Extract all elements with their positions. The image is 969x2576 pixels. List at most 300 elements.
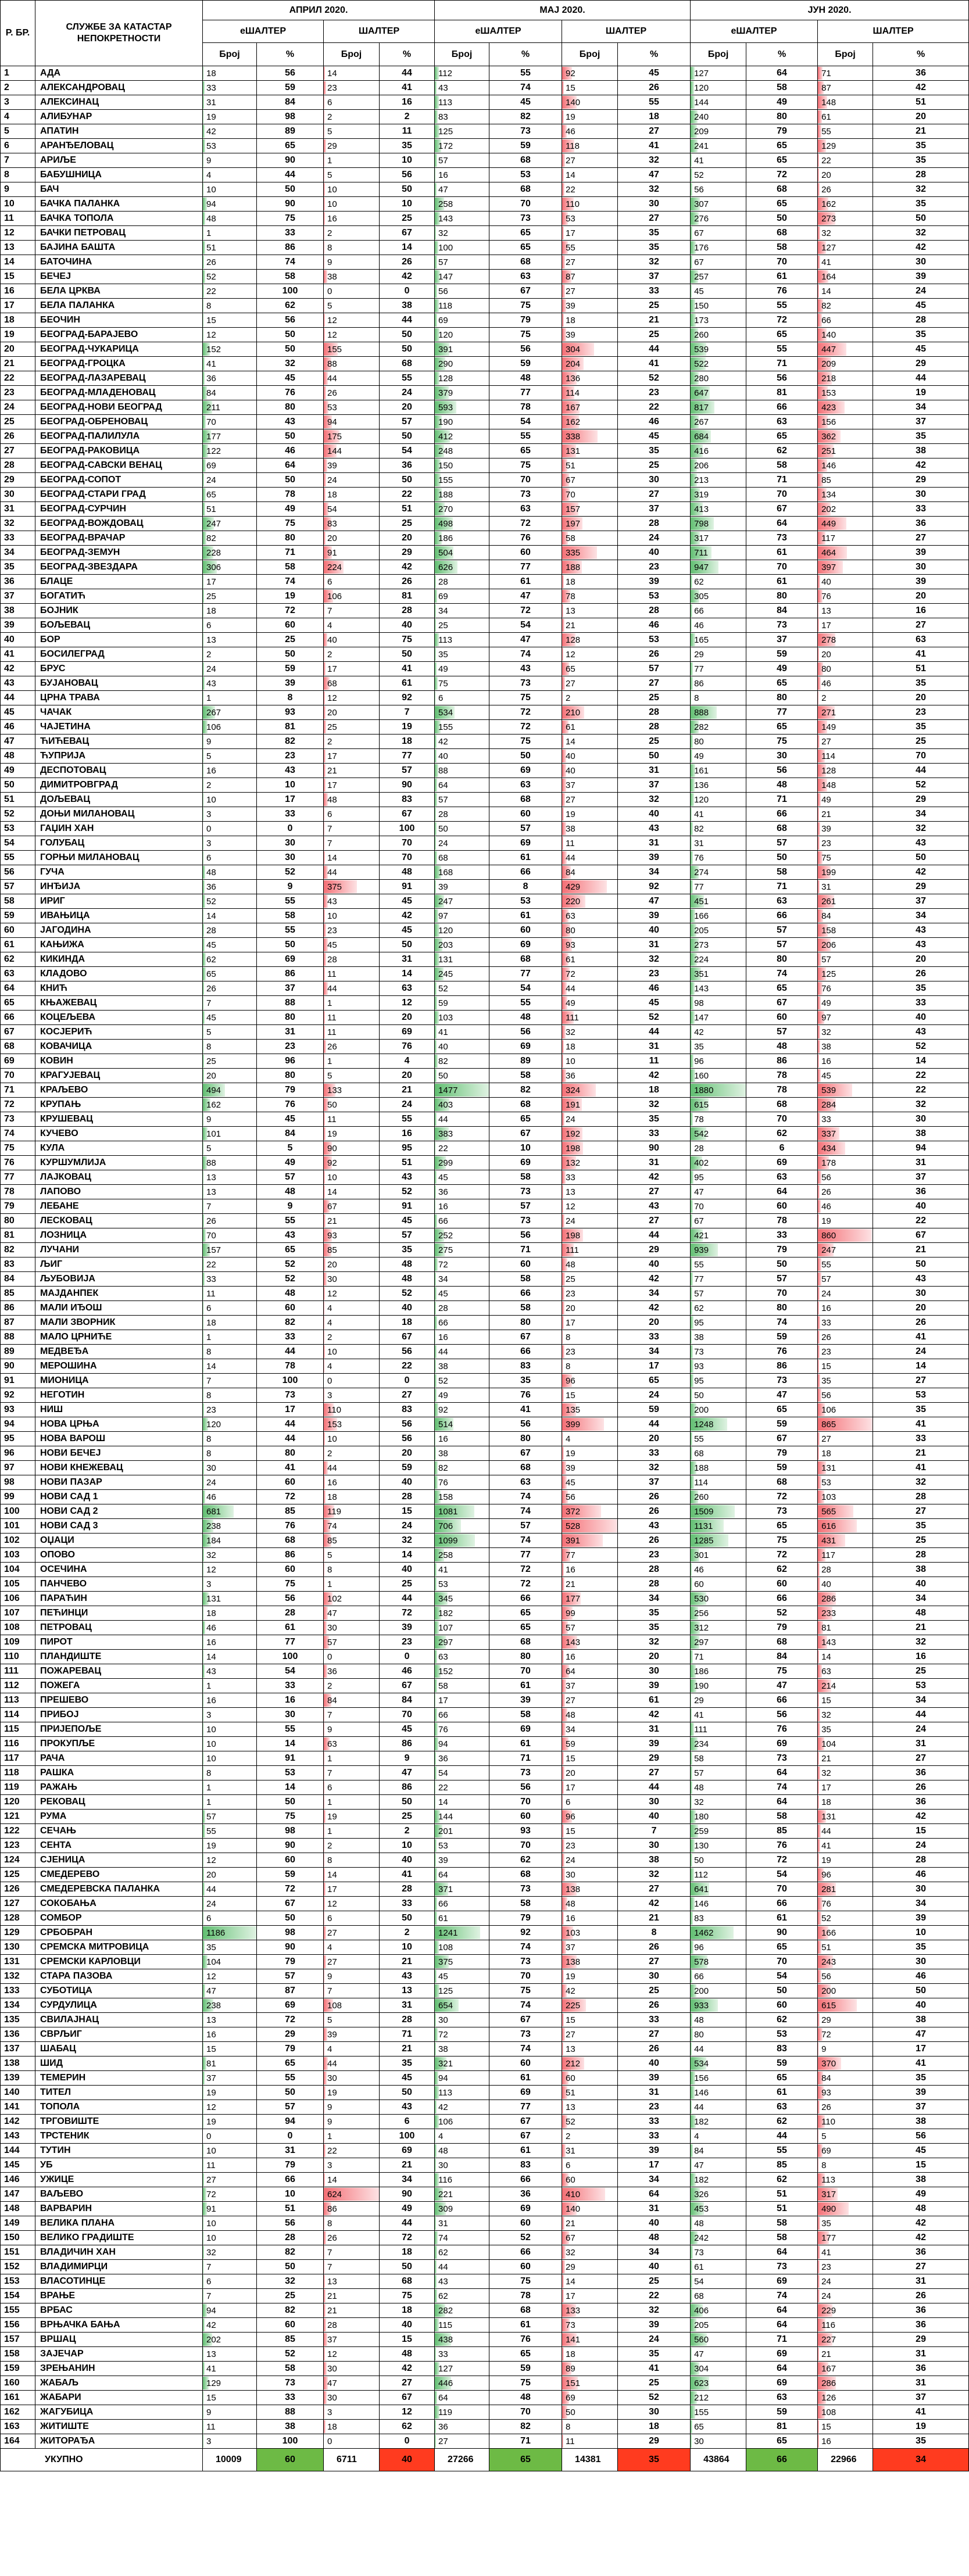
cell-value: 12 bbox=[206, 329, 216, 340]
cell-row-number: 55 bbox=[1, 851, 35, 865]
cell-june-s-count bbox=[818, 1577, 873, 1592]
cell-june-e-count bbox=[691, 575, 746, 589]
cell-row-number: 19 bbox=[1, 328, 35, 342]
cell-june-s-pct: 37 bbox=[873, 2391, 969, 2405]
cell-value: 20 bbox=[327, 1259, 337, 1270]
cell-april-s-count bbox=[324, 923, 380, 938]
cell-may-s-count bbox=[562, 1926, 618, 1940]
cell-value: 128 bbox=[566, 635, 581, 645]
cell-may-s-pct: 35 bbox=[618, 2347, 691, 2362]
cell-may-s-count bbox=[562, 2027, 618, 2042]
cell-value: 55 bbox=[821, 126, 831, 137]
cell-value: 8 bbox=[206, 1448, 212, 1459]
cell-may-s-pct: 31 bbox=[618, 2202, 691, 2216]
cell-value: 1 bbox=[327, 1826, 332, 1836]
table-row bbox=[1, 1417, 969, 1432]
cell-june-e-count bbox=[691, 458, 746, 473]
cell-april-s-count bbox=[324, 647, 380, 662]
cell-april-s-pct: 24 bbox=[380, 1519, 435, 1534]
cell-value: 84 bbox=[821, 2073, 831, 2083]
cell-value: 20 bbox=[206, 1869, 216, 1880]
cell-april-s-pct: 86 bbox=[380, 1780, 435, 1795]
cell-june-s-pct: 43 bbox=[873, 923, 969, 938]
cell-row-number: 134 bbox=[1, 1998, 35, 2013]
cell-value: 186 bbox=[694, 1666, 709, 1676]
cell-value: 2 bbox=[566, 693, 571, 703]
cell-may-e-pct: 60 bbox=[489, 1810, 562, 1824]
cell-june-s-count bbox=[818, 1301, 873, 1316]
cell-april-e-pct: 89 bbox=[257, 124, 324, 139]
cell-may-s-pct: 32 bbox=[618, 1868, 691, 1882]
cell-april-e-count bbox=[203, 1475, 257, 1490]
cell-value: 77 bbox=[694, 1274, 704, 1284]
table-row bbox=[1, 1708, 969, 1722]
cell-value: 27 bbox=[821, 1434, 831, 1444]
cell-value: 28 bbox=[206, 925, 216, 936]
cell-april-s-count bbox=[324, 1475, 380, 1490]
table-row bbox=[1, 1287, 969, 1301]
cell-may-s-pct: 29 bbox=[618, 2434, 691, 2449]
cell-may-s-count bbox=[562, 1011, 618, 1025]
cell-value: 10 bbox=[206, 2218, 216, 2229]
cell-value: 90 bbox=[327, 1143, 337, 1153]
cell-may-e-count bbox=[435, 764, 489, 778]
cell-april-e-pct: 72 bbox=[257, 1882, 324, 1897]
cell-june-e-count bbox=[691, 270, 746, 284]
table-row bbox=[1, 2303, 969, 2318]
cell-may-e-count bbox=[435, 691, 489, 705]
cell-april-s-count bbox=[324, 2231, 380, 2245]
cell-value: 35 bbox=[821, 2218, 831, 2229]
cell-may-e-count bbox=[435, 1083, 489, 1098]
cell-june-e-count bbox=[691, 241, 746, 255]
cell-service-name: КРАГУЈЕВАЦ bbox=[35, 1069, 203, 1083]
cell-value: 45 bbox=[694, 286, 704, 296]
cell-value: 14 bbox=[327, 68, 337, 78]
cell-april-e-pct: 78 bbox=[257, 488, 324, 502]
cell-value: 578 bbox=[694, 1957, 709, 1967]
cell-may-s-pct: 50 bbox=[618, 749, 691, 764]
cell-june-s-pct: 26 bbox=[873, 1316, 969, 1330]
cell-value: 52 bbox=[438, 983, 448, 994]
data-bar bbox=[818, 1069, 821, 1082]
cell-value: 144 bbox=[694, 97, 709, 108]
data-bar bbox=[435, 1055, 438, 1067]
cell-value: 1 bbox=[327, 155, 332, 166]
cell-april-e-pct: 25 bbox=[257, 2289, 324, 2303]
cell-value: 434 bbox=[821, 1143, 836, 1153]
cell-april-e-count bbox=[203, 429, 257, 444]
cell-service-name: ГУЧА bbox=[35, 865, 203, 880]
cell-april-e-count bbox=[203, 342, 257, 357]
cell-april-s-pct: 70 bbox=[380, 851, 435, 865]
cell-may-s-pct: 35 bbox=[618, 241, 691, 255]
cell-row-number: 33 bbox=[1, 531, 35, 546]
cell-june-s-count bbox=[818, 1490, 873, 1504]
cell-april-e-count bbox=[203, 938, 257, 952]
cell-value: 3 bbox=[327, 2160, 332, 2170]
table-row bbox=[1, 662, 969, 676]
cell-value: 76 bbox=[438, 1477, 448, 1488]
cell-june-s-pct: 29 bbox=[873, 2333, 969, 2347]
cell-april-e-pct: 44 bbox=[257, 1432, 324, 1446]
table-row bbox=[1, 1824, 969, 1839]
cell-may-s-count bbox=[562, 1156, 618, 1170]
cell-june-s-pct: 15 bbox=[873, 1824, 969, 1839]
cell-may-s-count bbox=[562, 807, 618, 822]
cell-value: 10 bbox=[327, 1346, 337, 1357]
cell-april-e-pct: 56 bbox=[257, 2216, 324, 2231]
cell-value: 59 bbox=[566, 1739, 575, 1749]
cell-service-name: СВРЉИГ bbox=[35, 2027, 203, 2042]
cell-may-s-pct: 27 bbox=[618, 1955, 691, 1969]
cell-june-s-count bbox=[818, 1504, 873, 1519]
cell-april-s-count bbox=[324, 618, 380, 633]
cell-value: 1285 bbox=[694, 1535, 714, 1546]
cell-row-number: 16 bbox=[1, 284, 35, 299]
cell-value: 76 bbox=[821, 983, 831, 994]
cell-service-name: ЦРНА ТРАВА bbox=[35, 691, 203, 705]
cell-value: 116 bbox=[438, 2174, 452, 2185]
cell-may-e-count bbox=[435, 197, 489, 212]
cell-value: 71 bbox=[694, 1651, 704, 1662]
cell-june-e-count bbox=[691, 502, 746, 517]
cell-value: 43 bbox=[206, 678, 216, 689]
cell-june-s-count bbox=[818, 1534, 873, 1548]
total-june-s-count: 22966 bbox=[818, 2449, 873, 2471]
cell-value: 134 bbox=[821, 489, 836, 500]
cell-june-e-pct: 77 bbox=[746, 705, 818, 720]
cell-june-s-pct: 26 bbox=[873, 967, 969, 981]
cell-value: 106 bbox=[327, 591, 342, 601]
cell-value: 8 bbox=[566, 1332, 571, 1342]
cell-april-s-pct: 51 bbox=[380, 1156, 435, 1170]
cell-june-s-count bbox=[818, 357, 873, 371]
cell-value: 15 bbox=[566, 2015, 575, 2025]
cell-april-e-count bbox=[203, 1025, 257, 1040]
cell-april-e-pct: 82 bbox=[257, 735, 324, 749]
cell-value: 37 bbox=[566, 1942, 575, 1952]
cell-may-e-pct: 73 bbox=[489, 212, 562, 226]
cell-may-s-pct: 34 bbox=[618, 2245, 691, 2260]
cell-value: 260 bbox=[694, 329, 709, 340]
cell-value: 403 bbox=[438, 1099, 453, 1110]
cell-may-e-count bbox=[435, 429, 489, 444]
cell-june-s-pct: 36 bbox=[873, 2318, 969, 2333]
cell-value: 39 bbox=[327, 460, 337, 471]
cell-value: 24 bbox=[327, 475, 337, 485]
cell-june-e-pct: 79 bbox=[746, 1446, 818, 1461]
cell-value: 8 bbox=[206, 1346, 212, 1357]
cell-june-s-count bbox=[818, 952, 873, 967]
data-bar bbox=[435, 590, 437, 603]
cell-value: 46 bbox=[206, 1622, 216, 1633]
cell-june-e-count bbox=[691, 2056, 746, 2071]
cell-june-s-count bbox=[818, 429, 873, 444]
data-bar bbox=[691, 1563, 692, 1576]
cell-june-s-pct: 24 bbox=[873, 1345, 969, 1359]
cell-may-e-pct: 69 bbox=[489, 1156, 562, 1170]
cell-value: 108 bbox=[821, 2407, 836, 2417]
cell-value: 114 bbox=[566, 388, 580, 398]
cell-may-s-count bbox=[562, 2289, 618, 2303]
cell-april-s-count bbox=[324, 1432, 380, 1446]
cell-may-e-pct: 65 bbox=[489, 1606, 562, 1621]
cell-row-number: 24 bbox=[1, 400, 35, 415]
cell-june-e-count bbox=[691, 618, 746, 633]
cell-june-s-pct: 35 bbox=[873, 1519, 969, 1534]
cell-june-s-count bbox=[818, 647, 873, 662]
data-bar bbox=[203, 459, 206, 472]
cell-april-s-pct: 51 bbox=[380, 502, 435, 517]
cell-june-s-pct: 30 bbox=[873, 488, 969, 502]
cell-may-s-count bbox=[562, 1984, 618, 1998]
cell-april-e-pct: 8 bbox=[257, 691, 324, 705]
cell-value: 261 bbox=[821, 896, 836, 907]
cell-value: 9 bbox=[206, 155, 212, 166]
cell-june-s-count bbox=[818, 2187, 873, 2202]
cell-june-s-pct: 35 bbox=[873, 1940, 969, 1955]
cell-may-e-pct: 69 bbox=[489, 1040, 562, 1054]
cell-value: 48 bbox=[206, 867, 216, 877]
cell-value: 69 bbox=[566, 2392, 575, 2403]
cell-june-e-pct: 70 bbox=[746, 1112, 818, 1127]
data-bar bbox=[818, 997, 821, 1009]
cell-value: 12 bbox=[327, 1898, 337, 1909]
cell-value: 12 bbox=[327, 2349, 337, 2359]
cell-may-e-pct: 66 bbox=[489, 2245, 562, 2260]
cell-value: 242 bbox=[694, 2233, 709, 2243]
table-row bbox=[1, 2071, 969, 2086]
cell-value: 50 bbox=[327, 1099, 337, 1110]
cell-value: 8 bbox=[566, 2421, 571, 2432]
cell-april-e-pct: 49 bbox=[257, 502, 324, 517]
cell-june-s-pct: 48 bbox=[873, 1606, 969, 1621]
cell-value: 410 bbox=[566, 2189, 581, 2199]
cell-value: 256 bbox=[694, 1608, 709, 1618]
cell-may-s-count bbox=[562, 705, 618, 720]
cell-may-e-count bbox=[435, 1606, 489, 1621]
data-bar bbox=[562, 1214, 564, 1227]
cell-value: 13 bbox=[566, 606, 575, 616]
cell-value: 8 bbox=[821, 2160, 827, 2170]
cell-value: 82 bbox=[438, 1463, 448, 1473]
cell-value: 60 bbox=[694, 1579, 704, 1589]
data-bar bbox=[818, 2420, 819, 2433]
cell-may-e-pct: 76 bbox=[489, 1388, 562, 1403]
table-row bbox=[1, 1185, 969, 1199]
cell-april-e-pct: 81 bbox=[257, 720, 324, 735]
cell-value: 64 bbox=[438, 2392, 448, 2403]
cell-april-e-pct: 29 bbox=[257, 2027, 324, 2042]
data-bar bbox=[818, 808, 819, 821]
cell-june-s-pct: 36 bbox=[873, 2303, 969, 2318]
cell-value: 46 bbox=[821, 678, 831, 689]
cell-june-s-pct: 28 bbox=[873, 1548, 969, 1563]
cell-value: 251 bbox=[821, 446, 836, 456]
data-bar bbox=[324, 750, 326, 762]
cell-value: 26 bbox=[821, 184, 831, 195]
cell-value: 3 bbox=[206, 838, 212, 848]
cell-value: 125 bbox=[438, 1986, 453, 1996]
cell-value: 17 bbox=[566, 1317, 575, 1328]
cell-value: 88 bbox=[206, 1158, 216, 1168]
cell-april-s-pct: 9 bbox=[380, 1751, 435, 1766]
cell-value: 44 bbox=[438, 2262, 448, 2272]
cell-value: 31 bbox=[206, 97, 216, 108]
data-bar bbox=[562, 2420, 563, 2433]
data-bar bbox=[435, 677, 438, 690]
cell-june-s-count bbox=[818, 182, 873, 197]
cell-value: 464 bbox=[821, 547, 836, 558]
cell-value: 10 bbox=[206, 1753, 216, 1764]
cell-june-e-count bbox=[691, 1359, 746, 1374]
cell-value: 9 bbox=[327, 2116, 332, 2127]
cell-may-s-count bbox=[562, 2115, 618, 2129]
cell-may-s-count bbox=[562, 749, 618, 764]
data-bar bbox=[818, 1476, 821, 1489]
cell-april-s-count bbox=[324, 1083, 380, 1098]
cell-may-s-count bbox=[562, 1330, 618, 1345]
cell-value: 16 bbox=[566, 1651, 575, 1662]
cell-value: 77 bbox=[694, 882, 704, 892]
cell-april-s-count bbox=[324, 110, 380, 124]
data-bar bbox=[691, 619, 692, 632]
cell-june-s-count bbox=[818, 1737, 873, 1751]
cell-may-s-pct: 23 bbox=[618, 2100, 691, 2115]
cell-june-e-count bbox=[691, 1345, 746, 1359]
table-body bbox=[1, 66, 969, 2449]
cell-june-s-count bbox=[818, 1374, 873, 1388]
cell-value: 94 bbox=[438, 1739, 448, 1749]
data-bar bbox=[691, 575, 692, 588]
cell-value: 4 bbox=[438, 2131, 444, 2141]
cell-value: 27 bbox=[566, 257, 575, 267]
cell-may-s-pct: 42 bbox=[618, 1301, 691, 1316]
cell-value: 21 bbox=[327, 1216, 337, 1226]
cell-row-number: 50 bbox=[1, 778, 35, 793]
table-row bbox=[1, 1432, 969, 1446]
data-bar bbox=[203, 2173, 204, 2186]
cell-value: 3 bbox=[327, 1390, 332, 1400]
cell-value: 8 bbox=[206, 1041, 212, 1052]
data-bar bbox=[691, 2144, 693, 2157]
cell-service-name: ИВАЊИЦА bbox=[35, 909, 203, 923]
cell-may-e-count bbox=[435, 1257, 489, 1272]
cell-april-s-pct: 50 bbox=[380, 1911, 435, 1926]
cell-june-e-pct: 66 bbox=[746, 400, 818, 415]
cell-april-s-pct: 67 bbox=[380, 1679, 435, 1693]
cell-may-s-pct: 21 bbox=[618, 1911, 691, 1926]
cell-june-e-count bbox=[691, 110, 746, 124]
cell-june-s-count bbox=[818, 1011, 873, 1025]
table-row bbox=[1, 2187, 969, 2202]
cell-value: 431 bbox=[821, 1535, 836, 1546]
cell-value: 198 bbox=[566, 1230, 581, 1241]
cell-june-e-count bbox=[691, 66, 746, 81]
cell-may-e-count bbox=[435, 2173, 489, 2187]
cell-service-name: ДОЉЕВАЦ bbox=[35, 793, 203, 807]
cell-value: 78 bbox=[566, 591, 575, 601]
cell-row-number: 108 bbox=[1, 1621, 35, 1635]
cell-may-e-pct: 59 bbox=[489, 357, 562, 371]
cell-april-e-count bbox=[203, 1751, 257, 1766]
cell-value: 55 bbox=[566, 242, 575, 253]
cell-may-s-count bbox=[562, 2086, 618, 2100]
cell-value: 1241 bbox=[438, 1927, 458, 1938]
cell-service-name: БЕОГРАД-ГРОЦКА bbox=[35, 357, 203, 371]
data-bar bbox=[691, 808, 692, 821]
cell-april-s-pct: 45 bbox=[380, 894, 435, 909]
cell-value: 104 bbox=[821, 1739, 836, 1749]
cell-june-s-count bbox=[818, 2274, 873, 2289]
cell-may-e-pct: 66 bbox=[489, 2173, 562, 2187]
cell-june-e-count bbox=[691, 676, 746, 691]
cell-june-e-count bbox=[691, 1504, 746, 1519]
cell-june-e-count bbox=[691, 1810, 746, 1824]
cell-april-e-count bbox=[203, 1519, 257, 1534]
cell-may-e-pct: 74 bbox=[489, 1940, 562, 1955]
cell-april-s-count bbox=[324, 676, 380, 691]
cell-april-s-count bbox=[324, 1868, 380, 1882]
table-row bbox=[1, 1650, 969, 1664]
cell-value: 12 bbox=[327, 315, 337, 325]
cell-april-e-pct: 66 bbox=[257, 2173, 324, 2187]
cell-june-e-pct: 67 bbox=[746, 1432, 818, 1446]
cell-june-e-pct: 65 bbox=[746, 328, 818, 342]
cell-april-e-pct: 62 bbox=[257, 299, 324, 313]
cell-april-s-count bbox=[324, 1156, 380, 1170]
cell-june-e-pct: 69 bbox=[746, 2376, 818, 2391]
cell-row-number: 73 bbox=[1, 1112, 35, 1127]
cell-april-e-count bbox=[203, 444, 257, 458]
data-bar bbox=[435, 2043, 436, 2055]
cell-june-s-count bbox=[818, 923, 873, 938]
cell-june-e-count bbox=[691, 153, 746, 168]
cell-april-s-pct: 35 bbox=[380, 1243, 435, 1257]
cell-may-s-pct: 23 bbox=[618, 967, 691, 981]
cell-may-s-pct: 26 bbox=[618, 81, 691, 95]
cell-june-s-count bbox=[818, 1795, 873, 1810]
cell-june-s-count bbox=[818, 1141, 873, 1156]
cell-row-number: 7 bbox=[1, 153, 35, 168]
cell-june-s-count bbox=[818, 2245, 873, 2260]
cell-may-s-pct: 26 bbox=[618, 1940, 691, 1955]
cell-value: 209 bbox=[694, 126, 709, 137]
cell-may-e-pct: 76 bbox=[489, 531, 562, 546]
cell-may-e-pct: 74 bbox=[489, 1490, 562, 1504]
table-row bbox=[1, 865, 969, 880]
cell-april-s-count bbox=[324, 1955, 380, 1969]
table-row bbox=[1, 371, 969, 386]
cell-value: 46 bbox=[694, 1564, 704, 1575]
cell-april-e-pct: 69 bbox=[257, 952, 324, 967]
data-bar bbox=[435, 1461, 438, 1474]
cell-value: 19 bbox=[206, 2116, 216, 2127]
table-row bbox=[1, 1446, 969, 1461]
cell-value: 19 bbox=[566, 1448, 575, 1459]
cell-value: 97 bbox=[821, 1012, 831, 1023]
cell-may-e-pct: 58 bbox=[489, 1272, 562, 1287]
cell-june-e-count bbox=[691, 1025, 746, 1040]
cell-april-s-count bbox=[324, 691, 380, 705]
cell-may-s-pct: 37 bbox=[618, 778, 691, 793]
cell-may-e-count bbox=[435, 1374, 489, 1388]
cell-value: 12 bbox=[327, 329, 337, 340]
cell-june-e-pct: 30 bbox=[746, 749, 818, 764]
cell-april-e-pct: 45 bbox=[257, 371, 324, 386]
cell-value: 17 bbox=[566, 1782, 575, 1793]
